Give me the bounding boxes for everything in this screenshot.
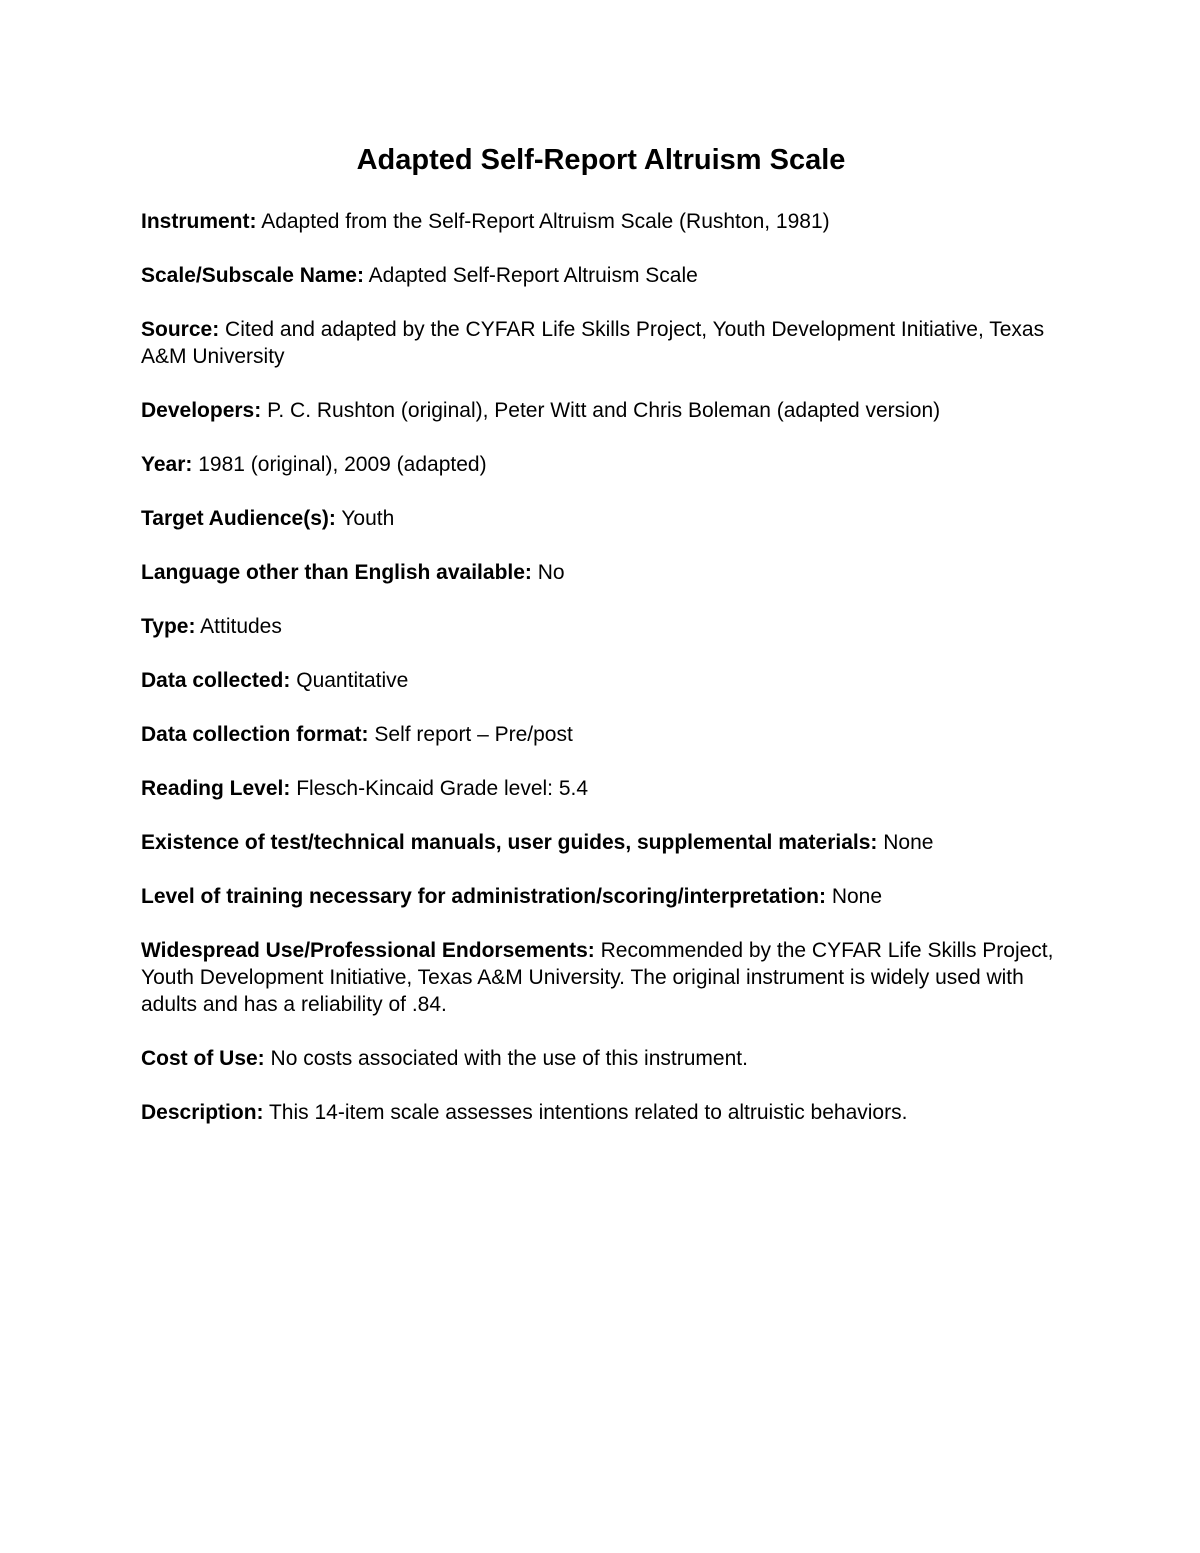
field-label: Widespread Use/Professional Endorsements: bbox=[141, 939, 595, 962]
field-description bbox=[141, 1099, 1061, 1126]
field-label: Source: bbox=[141, 318, 220, 341]
field-value: None bbox=[883, 831, 934, 854]
field-label: Description: bbox=[141, 1101, 264, 1124]
field-label: Instrument: bbox=[141, 210, 257, 233]
field-reading-level bbox=[141, 775, 1061, 802]
field-value: None bbox=[831, 885, 883, 908]
field-value: Youth bbox=[341, 507, 395, 530]
document-title: Adapted Self-Report Altruism Scale bbox=[356, 144, 846, 176]
field-target-audience bbox=[141, 505, 1061, 532]
field-value: Flesch-Kincaid Grade level: 5.4 bbox=[296, 777, 589, 800]
field-value: Attitudes bbox=[200, 615, 282, 638]
field-value: P. C. Rushton (original), Peter Witt and Chris Boleman (adapted version) bbox=[267, 399, 941, 422]
field-source bbox=[141, 316, 1061, 370]
field-developers bbox=[141, 397, 1061, 424]
field-value: Cited and adapted by the CYFAR Life Skills Project, Youth Development Initiative, Texas A&M University bbox=[141, 318, 1045, 368]
document-page bbox=[141, 138, 1061, 1153]
field-label: Scale/Subscale Name: bbox=[141, 264, 364, 287]
field-cost-of-use bbox=[141, 1045, 1061, 1072]
field-instrument bbox=[141, 208, 1061, 235]
field-label: Developers: bbox=[141, 399, 262, 422]
field-value: No costs associated with the use of this instrument. bbox=[270, 1047, 748, 1070]
field-label: Target Audience(s): bbox=[141, 507, 336, 530]
field-year bbox=[141, 451, 1061, 478]
field-data-collected bbox=[141, 667, 1061, 694]
field-data-collection-format bbox=[141, 721, 1061, 748]
field-value: Adapted from the Self-Report Altruism Scale (Rushton, 1981) bbox=[261, 210, 830, 233]
field-value: This 14-item scale assesses intentions related to altruistic behaviors. bbox=[268, 1101, 908, 1124]
field-value: No bbox=[537, 561, 565, 584]
field-manuals bbox=[141, 829, 1061, 856]
field-label: Reading Level: bbox=[141, 777, 291, 800]
field-value: Recommended by the CYFAR Life Skills Project, Youth Development Initiative, Texas A&M University. The original instrument is widely used with adults and has a reliability of .84. bbox=[141, 939, 1054, 1016]
field-label: Level of training necessary for administration/scoring/interpretation: bbox=[141, 885, 826, 908]
field-label: Type: bbox=[141, 615, 196, 638]
field-value: Quantitative bbox=[296, 669, 409, 692]
field-label: Existence of test/technical manuals, user guides, supplemental materials: bbox=[141, 831, 878, 854]
field-value: Self report – Pre/post bbox=[374, 723, 573, 746]
field-type bbox=[141, 613, 1061, 640]
field-language bbox=[141, 559, 1061, 586]
field-label: Data collected: bbox=[141, 669, 291, 692]
field-label: Cost of Use: bbox=[141, 1047, 265, 1070]
field-label: Data collection format: bbox=[141, 723, 369, 746]
field-value: 1981 (original), 2009 (adapted) bbox=[198, 453, 487, 476]
field-value: Adapted Self-Report Altruism Scale bbox=[368, 264, 698, 287]
field-label: Year: bbox=[141, 453, 193, 476]
field-scale-name bbox=[141, 262, 1061, 289]
field-training-level bbox=[141, 883, 1061, 910]
field-label: Language other than English available: bbox=[141, 561, 532, 584]
field-endorsements bbox=[141, 937, 1061, 1018]
